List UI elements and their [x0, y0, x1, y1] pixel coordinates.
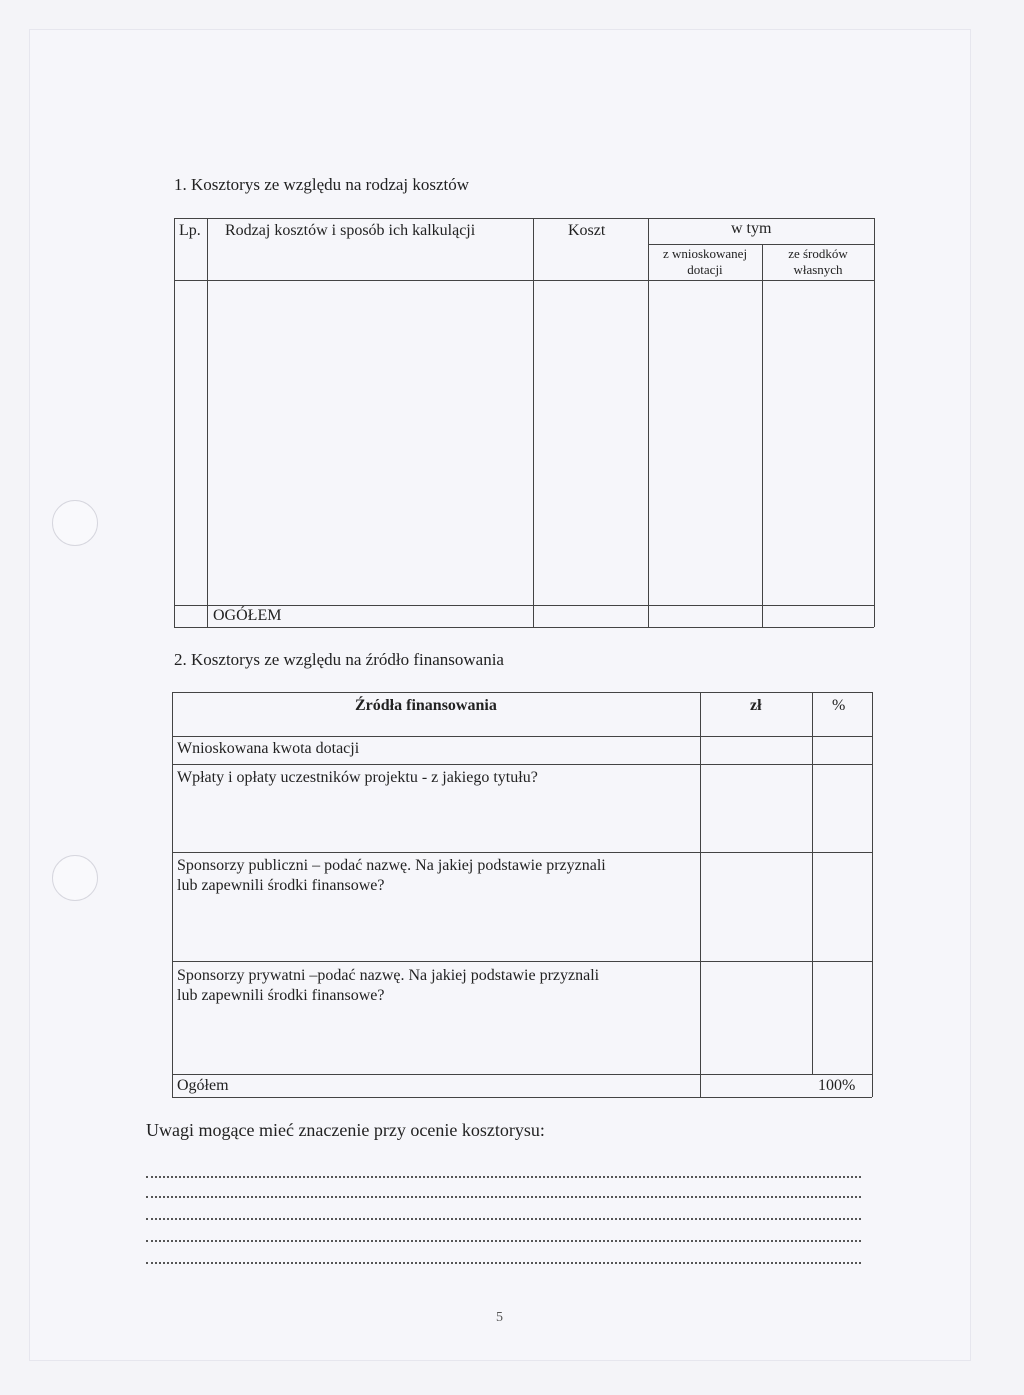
cost-type-header: Rodzaj kosztów i sposób ich kalkulącji: [225, 222, 476, 239]
remarks-line-1: [146, 1176, 861, 1178]
own-funds-header: ze środków własnych: [788, 246, 848, 277]
document-sheet: [30, 30, 970, 1360]
total-row-percent: 100%: [818, 1077, 856, 1094]
remarks-line-5: [146, 1262, 861, 1264]
lp-header: Lp.: [179, 222, 201, 239]
including-header: w tym: [731, 220, 772, 237]
subsidy-header: z wnioskowanej dotacji: [662, 246, 748, 277]
pln-header: zł: [750, 697, 762, 714]
participant-fees-row: Wpłaty i opłaty uczestników projektu - z jakiego tytułu?: [177, 769, 538, 786]
public-sponsors-row: Sponsorzy publiczni – podać nazwę. Na jakiej podstawie przyznali lub zapewnili środki finansowe?: [177, 857, 606, 894]
remarks-line-3: [146, 1218, 861, 1220]
section-1-heading: 1. Kosztorys ze względu na rodzaj kosztów: [174, 175, 470, 194]
funding-source-header: Źródła finansowania: [355, 697, 497, 714]
private-sponsors-row: Sponsorzy prywatni –podać nazwę. Na jakiej podstawie przyznali lub zapewnili środki finansowe?: [177, 967, 600, 1004]
section-2-heading: 2. Kosztorys ze względu na źródło finansowania: [174, 650, 504, 669]
total-label: OGÓŁEM: [213, 607, 282, 624]
total-row-label: Ogółem: [177, 1077, 229, 1094]
page-number: 5: [496, 1310, 503, 1325]
remarks-line-2: [146, 1196, 861, 1198]
punch-hole-bottom: [52, 855, 98, 901]
remarks-line-4: [146, 1240, 861, 1242]
cost-header: Koszt: [568, 222, 606, 239]
requested-subsidy-row: Wnioskowana kwota dotacji: [177, 740, 360, 757]
percent-header: %: [832, 697, 846, 714]
punch-hole-top: [52, 500, 98, 546]
remarks-label: Uwagi mogące mieć znaczenie przy ocenie kosztorysu:: [146, 1120, 545, 1140]
